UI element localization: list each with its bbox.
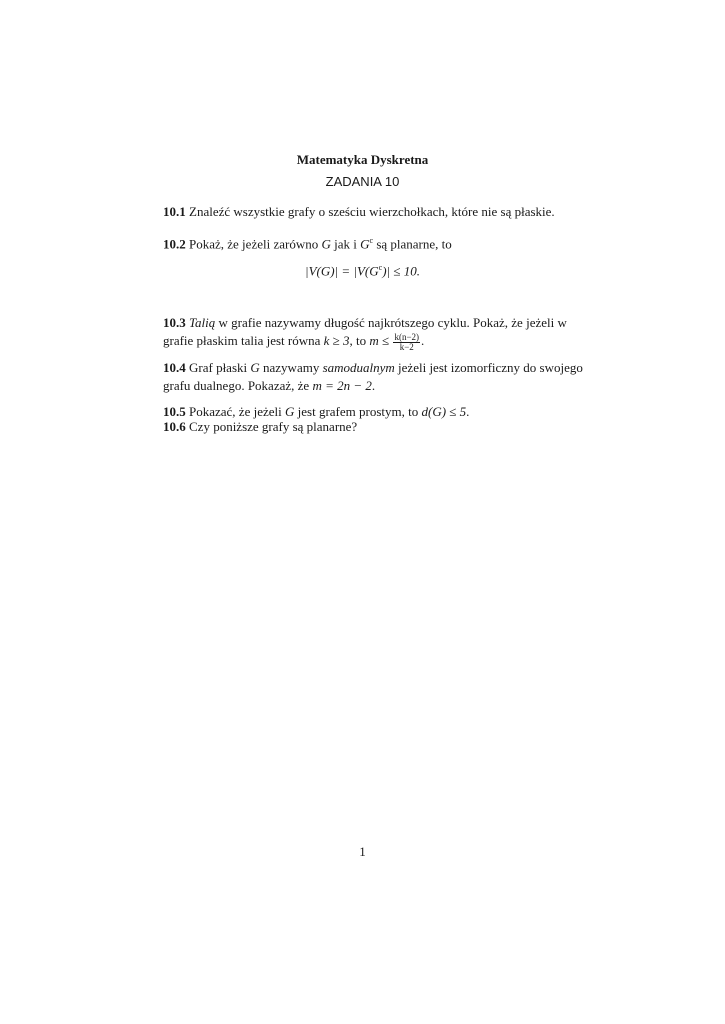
math-variable: G — [360, 236, 370, 252]
task-10-6 — [163, 418, 585, 436]
task-text: . — [371, 378, 376, 393]
fraction — [393, 333, 420, 352]
task-text: Graf płaski — [189, 360, 251, 375]
task-text: jak i — [330, 236, 361, 252]
display-formula — [0, 259, 725, 280]
task-text: . — [421, 333, 425, 348]
task-text: Znaleźć wszystkie grafy o sześciu wierzchołkach, które nie są płaskie. — [189, 204, 555, 219]
term: Talią — [189, 315, 216, 330]
task-text: Pokazać, że jeżeli — [189, 404, 285, 419]
task-text: nazywamy — [259, 360, 323, 375]
task-text: jeżeli jest izomorficzny do swojego — [394, 360, 583, 375]
math-variable: G — [321, 236, 331, 252]
task-line — [163, 359, 585, 377]
task-line — [163, 314, 585, 332]
math-superscript: c — [369, 236, 374, 245]
formula-part: |V(G)| = |V(G — [305, 263, 379, 279]
task-text: grafie płaskim talia jest równa — [163, 333, 324, 348]
task-10-3 — [163, 314, 585, 352]
page-number: 1 — [359, 844, 366, 859]
fraction-numerator: k(n−2) — [394, 331, 420, 342]
task-number: 10.4 — [163, 360, 186, 375]
task-line — [163, 377, 585, 395]
page-subtitle: ZADANIA 10 — [325, 174, 400, 189]
math-variable: G — [250, 360, 260, 375]
math-expression: k ≥ 3 — [323, 333, 350, 348]
task-number: 10.2 — [163, 236, 186, 252]
task-text: Pokaż, że jeżeli zarówno — [189, 236, 322, 252]
task-number: 10.6 — [163, 419, 186, 434]
formula-part: )| ≤ 10. — [382, 263, 420, 279]
page-title: Matematyka Dyskretna — [296, 152, 429, 167]
math-variable: G — [285, 404, 295, 419]
task-10-1 — [163, 203, 585, 221]
task-10-2 — [163, 232, 585, 253]
math-expression: m = 2n − 2 — [312, 378, 372, 393]
task-text: są planarne, to — [373, 236, 452, 252]
math-expression: d(G) ≤ 5 — [421, 404, 467, 419]
task-number: 10.3 — [163, 315, 186, 330]
math-expression: m ≤ — [369, 333, 393, 348]
task-text: w grafie nazywamy długość najkrótszego cyklu. Pokaż, że jeżeli w — [215, 315, 567, 330]
task-text: grafu dualnego. Pokazaż, że — [163, 378, 313, 393]
task-number: 10.1 — [163, 204, 186, 219]
fraction-denominator: k−2 — [399, 341, 414, 352]
task-text: jest grafem prostym, to — [294, 404, 422, 419]
term: samodualnym — [322, 360, 395, 375]
task-10-4 — [163, 359, 585, 395]
task-text: , to — [349, 333, 370, 348]
task-text: Czy poniższe grafy są planarne? — [189, 419, 358, 434]
task-text: . — [466, 404, 470, 419]
task-line — [163, 332, 585, 352]
task-number: 10.5 — [163, 404, 186, 419]
formula-superscript: c — [378, 263, 383, 272]
